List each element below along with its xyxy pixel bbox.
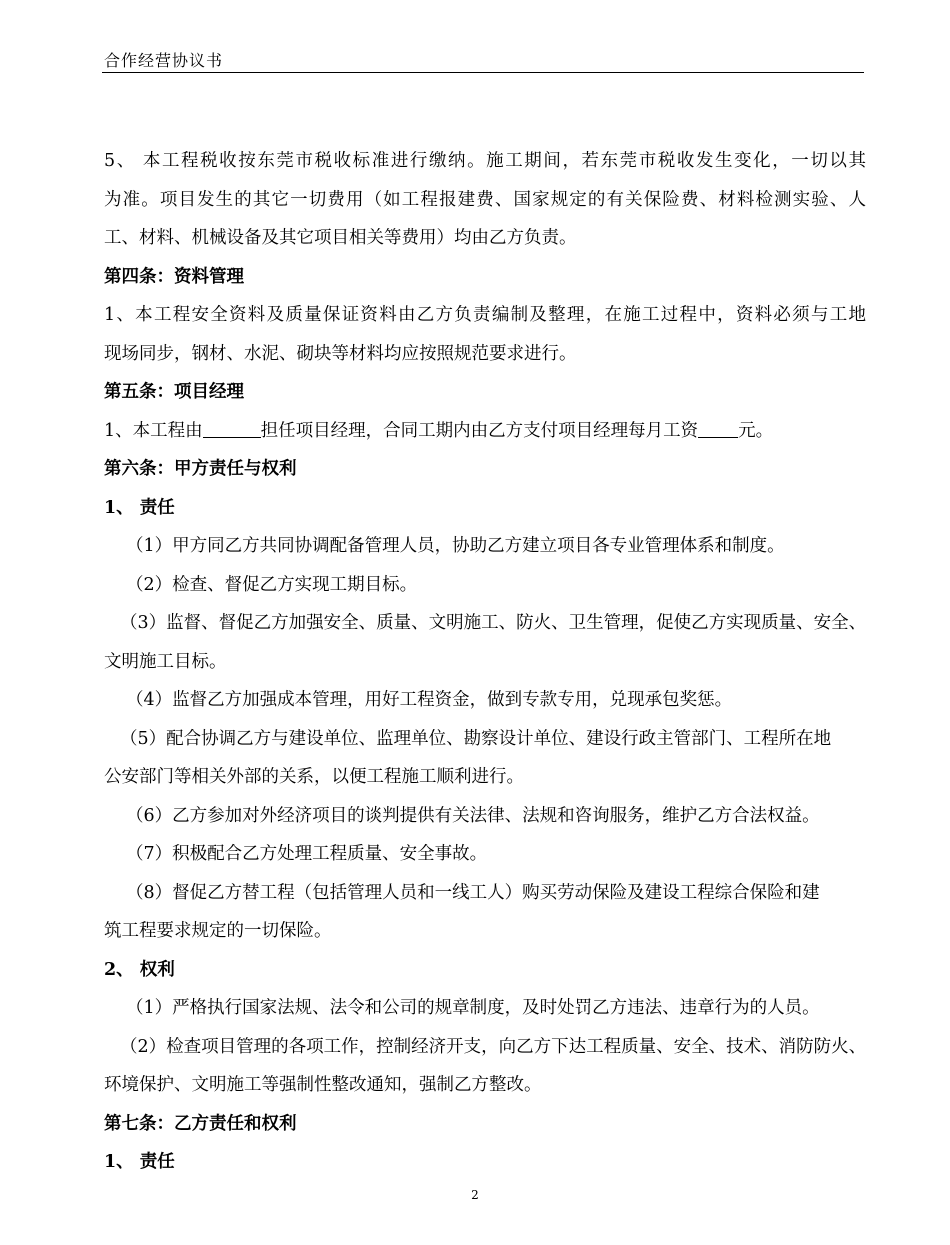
article-5-text-b: 担任项目经理，合同工期内由乙方支付项目经理每月工资: [260, 420, 699, 441]
article-6-item-3-line-2: 文明施工目标。: [104, 651, 227, 672]
document-body: [104, 142, 866, 1182]
page-number: 2: [471, 1188, 479, 1202]
article-6-title: 第六条：甲方责任与权利: [104, 459, 297, 479]
page-header-title: 合作经营协议书: [104, 51, 224, 70]
article-6-item-3-line-1: （3）监督、督促乙方加强安全、质量、文明施工、防火、卫生管理，促使乙方实现质量、安全、: [120, 613, 867, 633]
article-6-item-1: （1）甲方同乙方共同协调配备管理人员，协助乙方建立项目各专业管理体系和制度。: [126, 536, 785, 556]
article-7-title: 第七条：乙方责任和权利: [104, 1113, 297, 1134]
article-5-title: 第五条：项目经理: [104, 382, 244, 402]
article-6-section-2: 2、 权利: [104, 959, 175, 980]
header-divider: [102, 72, 864, 73]
project-manager-blank: [203, 419, 261, 438]
clause-5-line-2: 为准。项目发生的其它一切费用（如工程报建费、国家规定的有关保险费、材料检测实验、人: [104, 189, 866, 210]
article-4-line-1: 1、本工程安全资料及质量保证资料由乙方负责编制及整理，在施工过程中，资料必须与工地: [104, 305, 866, 325]
article-7-section-1: 1、 责任: [104, 1152, 175, 1172]
article-6-item-2: （2）检查、督促乙方实现工期目标。: [126, 574, 418, 595]
article-6-right-2-line-2: 环境保护、文明施工等强制性整改通知，强制乙方整改。: [104, 1075, 542, 1095]
article-6-item-6: （6）乙方参加对外经济项目的谈判提供有关法律、法规和咨询服务，维护乙方合法权益。: [126, 805, 820, 826]
article-6-item-5-line-2: 公安部门等相关外部的关系，以便工程施工顺利进行。: [104, 767, 524, 787]
article-5-line-1: [104, 412, 866, 451]
article-6-item-8-line-2: 筑工程要求规定的一切保险。: [104, 921, 332, 941]
article-5-text-c: 元。: [738, 420, 774, 441]
article-4-title: 第四条：资料管理: [104, 266, 244, 287]
article-6-item-5-line-1: （5）配合协调乙方与建设单位、监理单位、勘察设计单位、建设行政主管部门、工程所在地: [120, 728, 832, 749]
clause-5-line-3: 工、材料、机械设备及其它项目相关等费用）均由乙方负责。: [104, 228, 577, 248]
article-6-item-8-line-1: （8）督促乙方替工程（包括管理人员和一线工人）购买劳动保险及建设工程综合保险和建: [126, 882, 820, 903]
article-4-line-2: 现场同步，钢材、水泥、砌块等材料均应按照规范要求进行。: [104, 343, 577, 364]
article-6-right-1: （1）严格执行国家法规、法令和公司的规章制度，及时处罚乙方违法、违章行为的人员。: [126, 998, 820, 1018]
monthly-salary-blank: [698, 419, 738, 438]
clause-5-line-1: 5、 本工程税收按东莞市税收标准进行缴纳。施工期间，若东莞市税收发生变化，一切以其: [104, 151, 866, 171]
article-6-section-1: 1、 责任: [104, 497, 175, 518]
article-6-item-7: （7）积极配合乙方处理工程质量、安全事故。: [126, 844, 488, 864]
article-6-right-2-line-1: （2）检查项目管理的各项工作，控制经济开支，向乙方下达工程质量、安全、技术、消防防火、: [120, 1036, 867, 1057]
article-6-item-4: （4）监督乙方加强成本管理，用好工程资金，做到专款专用，兑现承包奖惩。: [126, 690, 733, 710]
article-5-text-a: 1、本工程由: [104, 420, 203, 441]
